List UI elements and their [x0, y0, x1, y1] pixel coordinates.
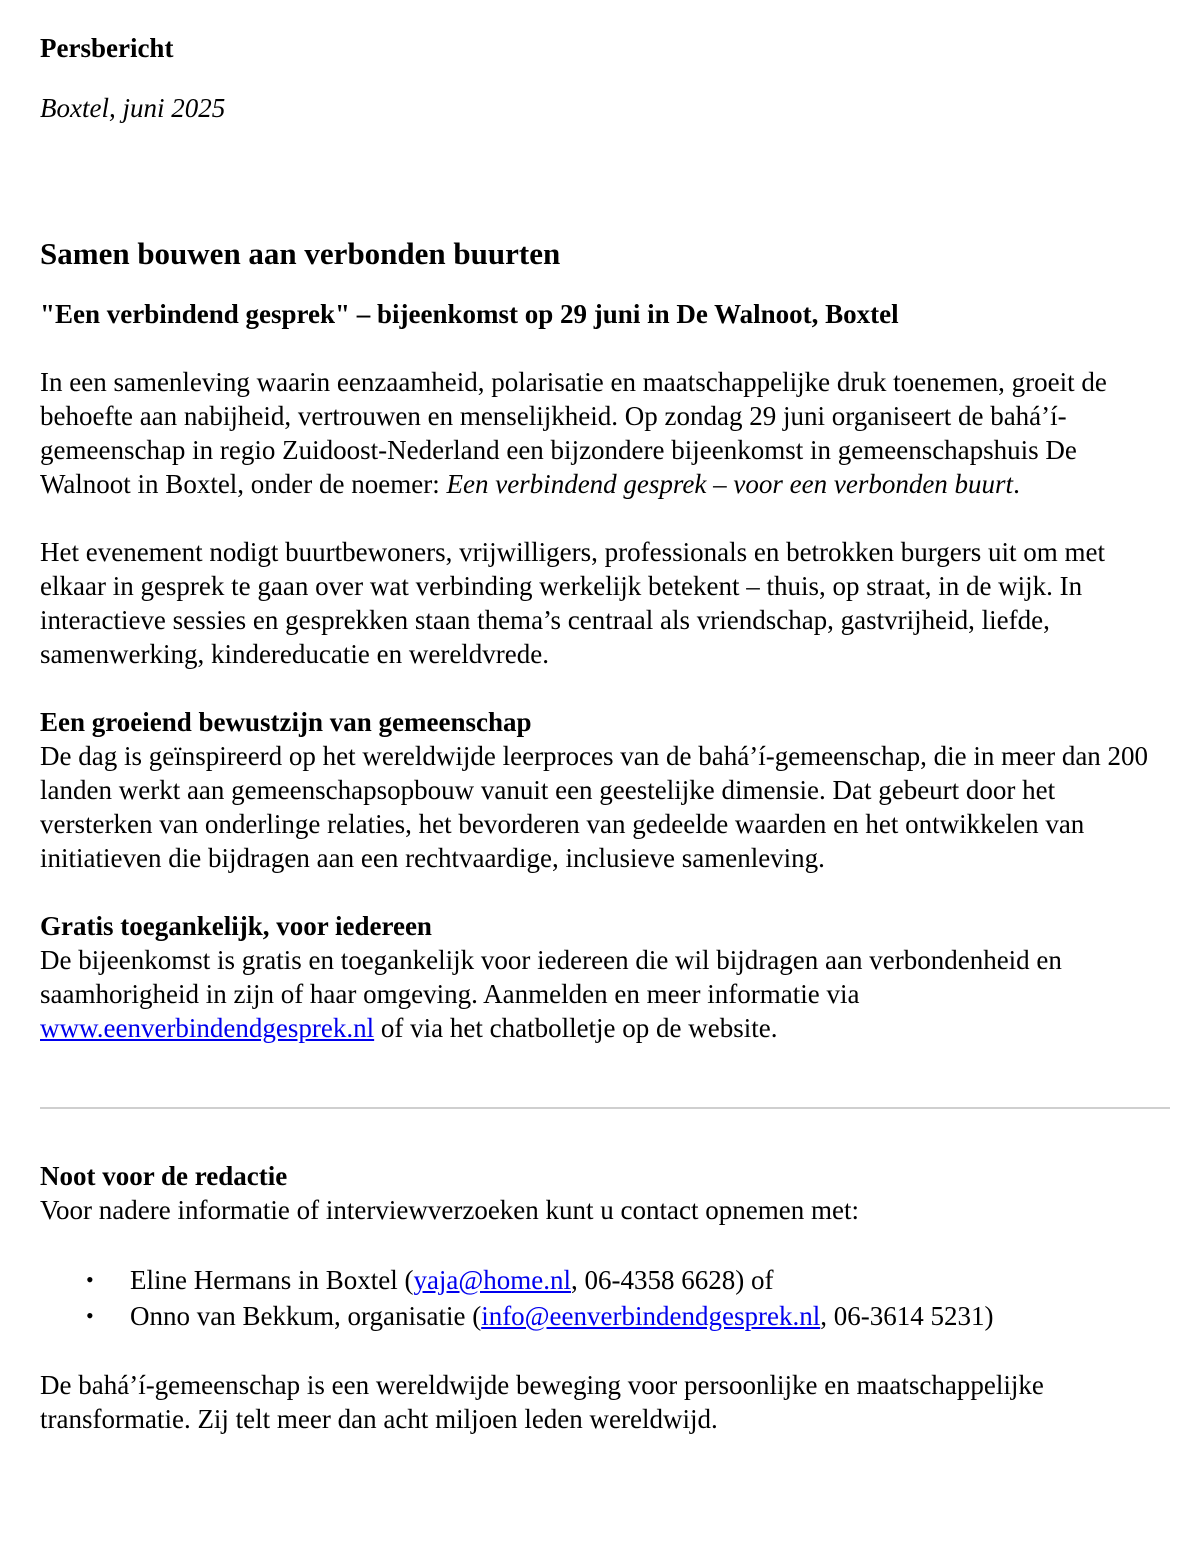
note-intro: Voor nadere informatie of interviewverzoeken kunt u contact opnemen met:: [40, 1195, 859, 1225]
bullet-icon: •: [86, 1267, 94, 1292]
section-title-free-access: Gratis toegankelijk, voor iedereen: [40, 911, 432, 941]
contact-email-link[interactable]: info@eenverbindendgesprek.nl: [481, 1301, 821, 1331]
document-label: Persbericht: [40, 33, 174, 63]
contact-list: [40, 1262, 1170, 1334]
closing-paragraph: De bahá’í-gemeenschap is een wereldwijde beweging voor persoonlijke en maatschappelijke transformatie. Zij telt meer dan acht miljoen leden wereldwijd.: [40, 1370, 1044, 1434]
intro-text: In een samenleving waarin eenzaamheid, polarisatie en maatschappelijke druk toenemen, groeit de behoefte aan nabijheid, vertrouwen en menselijkheid. Op zondag 29 juni organiseert de bahá’í-gemeenschap in regio Zuidoost-Nederland een bijzondere bijeenkomst in gemeenschapshuis De Walnoot in Boxtel, onder de noemer:: [40, 367, 1107, 499]
event-paragraph: Het evenement nodigt buurtbewoners, vrijwilligers, professionals en betrokken burgers uit om met elkaar in gesprek te gaan over wat verbinding werkelijk betekent – thuis, op straat, in de wijk. In interactieve sessies en gesprekken staan thema’s centraal als vriendschap, gastvrijheid, liefde, samenwerking, kindereducatie en wereldvrede.: [40, 537, 1106, 669]
bullet-icon: •: [86, 1303, 94, 1328]
place-date: Boxtel, juni 2025: [40, 93, 226, 123]
section-text-community: De dag is geïnspireerd op het wereldwijde leerproces van de bahá’í-gemeenschap, die in meer dan 200 landen werkt aan gemeenschapsopbouw vanuit een geestelijke dimensie. Dat gebeurt door het versterken van onderlinge relaties, het bevorderen van gedeelde waarden en het ontwikkelen van initiatieven die bijdragen aan een rechtvaardige, inclusieve samenleving.: [40, 741, 1149, 873]
divider: [40, 1107, 1170, 1109]
intro-paragraph: [40, 365, 1170, 501]
contact-item: [40, 1262, 1170, 1298]
website-link[interactable]: www.eenverbindendgesprek.nl: [40, 1013, 375, 1043]
contact-item: [40, 1298, 1170, 1334]
section-text-free-access: [40, 943, 1170, 1045]
note-title: Noot voor de redactie: [40, 1161, 288, 1191]
headline: Samen bouwen aan verbonden buurten: [40, 236, 561, 271]
intro-event-title: Een verbindend gesprek – voor een verbonden buurt: [446, 469, 1014, 499]
section-title-community: Een groeiend bewustzijn van gemeenschap: [40, 707, 532, 737]
contact-before: Eline Hermans in Boxtel (: [130, 1265, 414, 1295]
contact-after: , 06-3614 5231): [820, 1301, 994, 1331]
intro-end: .: [1013, 469, 1020, 499]
subheadline: "Een verbindend gesprek" – bijeenkomst op 29 juni in De Walnoot, Boxtel: [40, 299, 899, 329]
free-access-text: De bijeenkomst is gratis en toegankelijk voor iedereen die wil bijdragen aan verbondenheid en saamhorigheid in zijn of haar omgeving. Aanmelden en meer informatie via: [40, 945, 1062, 1009]
contact-after: , 06-4358 6628) of: [571, 1265, 774, 1295]
free-access-after: of via het chatbolletje op de website.: [374, 1013, 778, 1043]
contact-email-link[interactable]: yaja@home.nl: [413, 1265, 572, 1295]
contact-before: Onno van Bekkum, organisatie (: [130, 1301, 482, 1331]
